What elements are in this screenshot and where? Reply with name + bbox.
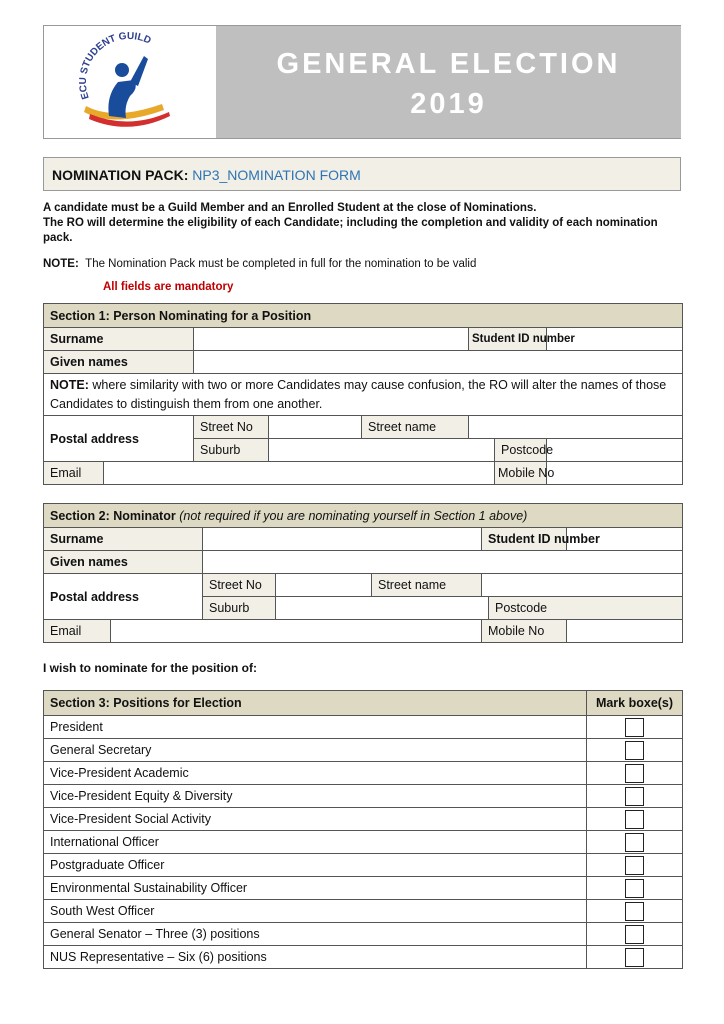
position-checkbox[interactable] bbox=[625, 718, 644, 737]
position-row bbox=[44, 831, 683, 854]
form-name: NP3_NOMINATION FORM bbox=[192, 167, 361, 183]
s2-suburb-field[interactable] bbox=[276, 597, 489, 620]
mark-box-cell bbox=[587, 739, 683, 762]
s2-student-id-label: Student ID number bbox=[482, 528, 567, 551]
s1-given-names-field[interactable] bbox=[194, 351, 683, 374]
position-name: Vice-President Academic bbox=[44, 762, 587, 785]
position-row bbox=[44, 762, 683, 785]
position-checkbox[interactable] bbox=[625, 741, 644, 760]
mark-box-cell bbox=[587, 854, 683, 877]
position-row bbox=[44, 923, 683, 946]
position-name: Postgraduate Officer bbox=[44, 854, 587, 877]
mandatory-notice: All fields are mandatory bbox=[103, 281, 234, 293]
s1-note-label: NOTE: bbox=[50, 378, 89, 393]
intro-line-1: A candidate must be a Guild Member and an Enrolled Student at the close of Nominations. bbox=[43, 202, 537, 214]
ecu-student-guild-logo bbox=[44, 26, 216, 138]
note-label: NOTE: bbox=[43, 258, 79, 270]
s1-email-label: Email bbox=[44, 462, 104, 485]
position-checkbox[interactable] bbox=[625, 787, 644, 806]
section3-title: Section 3: Positions for Election bbox=[44, 691, 587, 716]
mark-box-cell bbox=[587, 808, 683, 831]
positions-list bbox=[44, 716, 683, 969]
s2-surname-field[interactable] bbox=[203, 528, 482, 551]
s1-street-name-label: Street name bbox=[362, 416, 469, 439]
mark-box-cell bbox=[587, 877, 683, 900]
position-row bbox=[44, 900, 683, 923]
s2-given-names-label: Given names bbox=[44, 551, 203, 574]
position-row bbox=[44, 877, 683, 900]
position-name: General Senator – Three (3) positions bbox=[44, 923, 587, 946]
position-checkbox[interactable] bbox=[625, 948, 644, 967]
s1-suburb-field[interactable] bbox=[269, 439, 495, 462]
mark-box-cell bbox=[587, 923, 683, 946]
position-name: Vice-President Social Activity bbox=[44, 808, 587, 831]
section1-table bbox=[43, 303, 683, 485]
section2-title-italic: (not required if you are nominating yourself in Section 1 above) bbox=[179, 508, 528, 523]
position-checkbox[interactable] bbox=[625, 902, 644, 921]
s2-surname-label: Surname bbox=[44, 528, 203, 551]
mark-boxes-header: Mark boxe(s) bbox=[587, 691, 683, 716]
section2-title-bold: Section 2: Nominator bbox=[50, 508, 176, 523]
position-checkbox[interactable] bbox=[625, 810, 644, 829]
s1-postal-address-label: Postal address bbox=[44, 416, 194, 462]
election-year: 2019 bbox=[410, 88, 487, 120]
position-name: General Secretary bbox=[44, 739, 587, 762]
election-title: GENERAL ELECTION bbox=[276, 48, 621, 80]
s1-postcode-field[interactable] bbox=[547, 439, 683, 462]
banner-label: NOMINATION PACK: bbox=[52, 167, 193, 183]
intro-note bbox=[43, 258, 476, 270]
position-name: International Officer bbox=[44, 831, 587, 854]
s1-postcode-label: Postcode bbox=[495, 439, 547, 462]
mark-box-cell bbox=[587, 946, 683, 969]
s2-street-name-field[interactable] bbox=[482, 574, 683, 597]
mark-box-cell bbox=[587, 900, 683, 923]
mark-box-cell bbox=[587, 716, 683, 739]
s1-email-field[interactable] bbox=[104, 462, 495, 485]
section2-table bbox=[43, 503, 683, 643]
s2-street-no-field[interactable] bbox=[276, 574, 372, 597]
wish-text: I wish to nominate for the position of: bbox=[43, 661, 257, 675]
s2-street-name-label: Street name bbox=[372, 574, 482, 597]
position-row bbox=[44, 854, 683, 877]
s2-postcode-label: Postcode bbox=[489, 597, 683, 620]
position-name: NUS Representative – Six (6) positions bbox=[44, 946, 587, 969]
s1-street-no-label: Street No bbox=[194, 416, 269, 439]
nomination-pack-banner bbox=[43, 157, 681, 191]
s1-mobile-label: Mobile No bbox=[495, 462, 547, 485]
section3-table bbox=[43, 690, 683, 969]
intro-text bbox=[43, 201, 663, 246]
s1-suburb-label: Suburb bbox=[194, 439, 269, 462]
section2-title bbox=[44, 504, 683, 528]
note-text: The Nomination Pack must be completed in full for the nomination to be valid bbox=[85, 258, 477, 270]
mark-box-cell bbox=[587, 831, 683, 854]
position-row bbox=[44, 739, 683, 762]
s1-street-no-field[interactable] bbox=[269, 416, 362, 439]
s2-suburb-label: Suburb bbox=[203, 597, 276, 620]
s2-given-names-field[interactable] bbox=[203, 551, 683, 574]
s1-surname-label: Surname bbox=[44, 328, 194, 351]
title-panel bbox=[216, 26, 681, 138]
s2-mobile-label: Mobile No bbox=[482, 620, 567, 643]
s1-note-text: where similarity with two or more Candidates may cause confusion, the RO will alter the names of those Candidates to distinguish them from one another. bbox=[50, 378, 667, 411]
position-row bbox=[44, 785, 683, 808]
position-checkbox[interactable] bbox=[625, 879, 644, 898]
s2-postal-address-label: Postal address bbox=[44, 574, 203, 620]
mark-box-cell bbox=[587, 785, 683, 808]
s2-mobile-field[interactable] bbox=[567, 620, 683, 643]
s2-email-field[interactable] bbox=[111, 620, 482, 643]
s1-given-names-label: Given names bbox=[44, 351, 194, 374]
position-checkbox[interactable] bbox=[625, 833, 644, 852]
position-name: Vice-President Equity & Diversity bbox=[44, 785, 587, 808]
header bbox=[43, 25, 681, 139]
position-name: South West Officer bbox=[44, 900, 587, 923]
s1-street-name-field[interactable] bbox=[469, 416, 683, 439]
section1-title: Section 1: Person Nominating for a Position bbox=[44, 304, 683, 328]
intro-line-2: The RO will determine the eligibility of each Candidate; including the completion and validity of each nomination pack. bbox=[43, 217, 658, 244]
position-row bbox=[44, 946, 683, 969]
s2-street-no-label: Street No bbox=[203, 574, 276, 597]
position-row bbox=[44, 808, 683, 831]
s1-surname-field[interactable] bbox=[194, 328, 469, 351]
position-checkbox[interactable] bbox=[625, 925, 644, 944]
s1-student-id-label: Student ID number bbox=[469, 328, 547, 351]
s1-note bbox=[44, 374, 683, 416]
position-name: Environmental Sustainability Officer bbox=[44, 877, 587, 900]
logo-text: ECU STUDENT GUILD bbox=[77, 30, 153, 101]
logo-panel bbox=[44, 26, 216, 138]
position-row bbox=[44, 716, 683, 739]
position-name: President bbox=[44, 716, 587, 739]
s2-email-label: Email bbox=[44, 620, 111, 643]
mark-box-cell bbox=[587, 762, 683, 785]
position-checkbox[interactable] bbox=[625, 764, 644, 783]
position-checkbox[interactable] bbox=[625, 856, 644, 875]
s1-mobile-field[interactable] bbox=[547, 462, 683, 485]
